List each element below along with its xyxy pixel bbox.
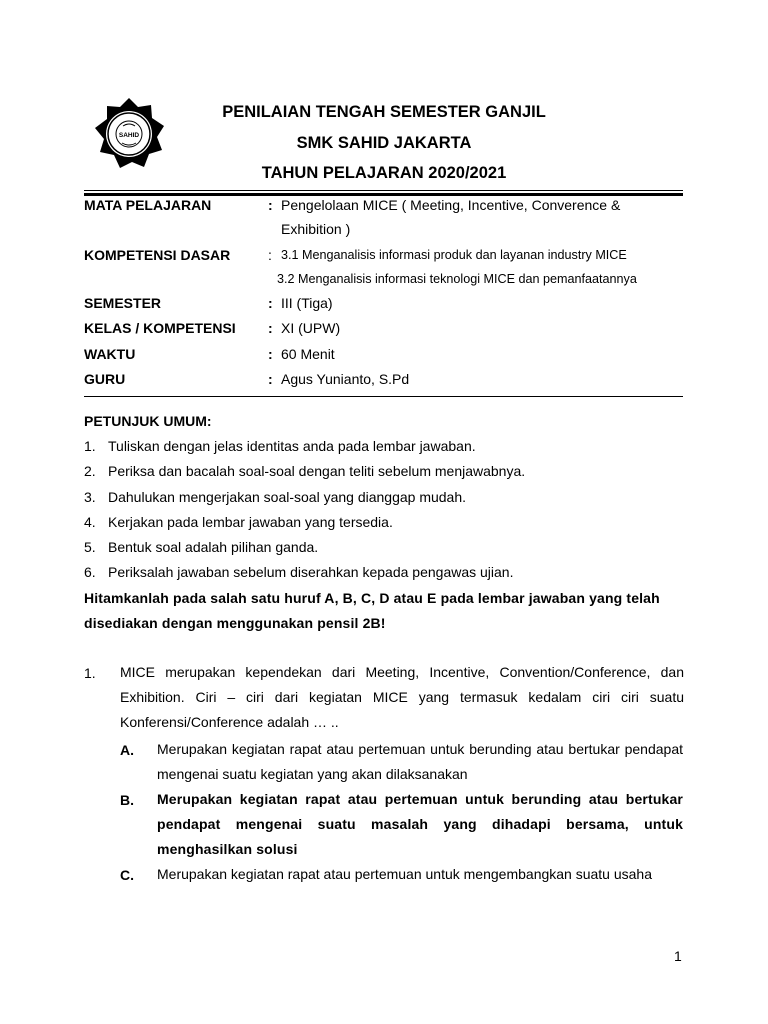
instruction-item: Tuliskan dengan jelas identitas anda pada lembar jawaban.: [108, 438, 476, 454]
instruction-item: Bentuk soal adalah pilihan ganda.: [108, 539, 319, 555]
option-letter-c: C.: [120, 867, 134, 883]
option-letter-a: A.: [120, 742, 134, 758]
header-rule-bottom: [84, 193, 683, 196]
instruction-num: 3.: [84, 489, 96, 505]
colon: :: [268, 371, 273, 387]
info-rule: [84, 396, 683, 397]
header-title-line3: TAHUN PELAJARAN 2020/2021: [261, 164, 507, 182]
colon: :: [268, 197, 273, 213]
instruction-num: 1.: [84, 438, 96, 454]
question-text: MICE merupakan kependekan dari Meeting, Incentive, Convention/Conference, dan Exhibition. Ciri – ciri dari kegiatan MICE yang termasuk kedalam ciri ciri suatu Konferensi/Conference adalah … ..: [120, 664, 684, 730]
instruction-num: 5.: [84, 539, 96, 555]
question-number: 1.: [84, 665, 96, 681]
header-rule-top: [84, 190, 683, 191]
header-title-line1: PENILAIAN TENGAH SEMESTER GANJIL: [222, 103, 546, 121]
page-number: 1: [674, 948, 682, 964]
instruction-item: Periksalah jawaban sebelum diserahkan kepada pengawas ujian.: [108, 564, 514, 580]
value-kompetensi-dasar-line2: 3.2 Menganalisis informasi teknologi MICE dan pemanfaatannya: [277, 272, 637, 286]
value-mata-pelajaran-line1: Pengelolaan MICE ( Meeting, Incentive, Converence &: [281, 197, 621, 213]
colon: :: [268, 346, 273, 362]
value-waktu: 60 Menit: [281, 346, 335, 362]
value-kelas: XI (UPW): [281, 320, 341, 336]
value-guru: Agus Yunianto, S.Pd: [281, 371, 410, 387]
value-semester: III (Tiga): [281, 295, 333, 311]
header-title-line2: SMK SAHID JAKARTA: [296, 134, 472, 152]
label-waktu: WAKTU: [84, 346, 136, 362]
option-text-b: Merupakan kegiatan rapat atau pertemuan untuk berunding atau bertukar pendapat mengenai suatu masalah yang dihadapi bersama, untuk menghasilkan solusi: [157, 791, 683, 857]
label-kelas: KELAS / KOMPETENSI: [84, 320, 236, 336]
instruction-item: Kerjakan pada lembar jawaban yang tersedia.: [108, 514, 393, 530]
value-kompetensi-dasar-line1: 3.1 Menganalisis informasi produk dan layanan industry MICE: [281, 248, 627, 262]
label-guru: GURU: [84, 371, 126, 387]
instruction-num: 2.: [84, 463, 96, 479]
colon: :: [268, 295, 273, 311]
instructions-title: PETUNJUK UMUM:: [84, 413, 212, 429]
label-semester: SEMESTER: [84, 295, 162, 311]
option-letter-b: B.: [120, 792, 134, 808]
label-kompetensi-dasar: KOMPETENSI DASAR: [84, 247, 231, 263]
bold-note-line1: Hitamkanlah pada salah satu huruf A, B, C, D atau E pada lembar jawaban yang telah: [84, 590, 660, 606]
label-mata-pelajaran: MATA PELAJARAN: [84, 197, 212, 213]
value-mata-pelajaran-line2: Exhibition ): [281, 221, 351, 237]
option-text-c: Merupakan kegiatan rapat atau pertemuan untuk mengembangkan suatu usaha: [157, 866, 653, 882]
colon: :: [268, 320, 273, 336]
instruction-num: 4.: [84, 514, 96, 530]
instruction-item: Dahulukan mengerjakan soal-soal yang dianggap mudah.: [108, 489, 467, 505]
logo-text: SAHID: [118, 132, 140, 139]
bold-note-line2: disediakan dengan menggunakan pensil 2B!: [84, 615, 386, 631]
colon: :: [268, 247, 272, 263]
option-text-a: Merupakan kegiatan rapat atau pertemuan untuk berunding atau bertukar pendapat mengenai suatu kegiatan yang akan dilaksanakan: [157, 741, 683, 782]
instruction-item: Periksa dan bacalah soal-soal dengan teliti sebelum menjawabnya.: [108, 463, 526, 479]
instruction-num: 6.: [84, 564, 96, 580]
